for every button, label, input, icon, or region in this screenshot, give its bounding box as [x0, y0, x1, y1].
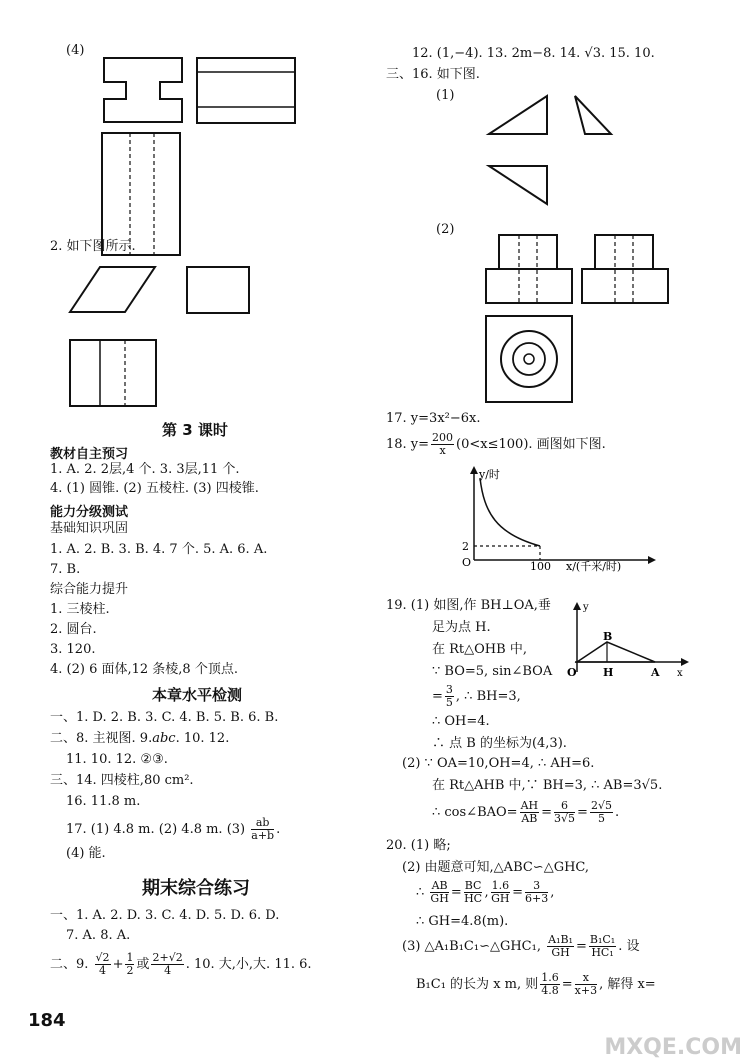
fig-b-label: B	[603, 630, 613, 643]
graph-tick-100: 100	[530, 560, 551, 573]
sub-label: (2)	[436, 222, 455, 237]
answer-line: = $\frac{3}{5}$ , ∴ BH=3,	[432, 683, 521, 709]
final-practice-title: 期末综合练习	[142, 878, 250, 899]
fig-y-label: y	[583, 602, 589, 613]
fig-h-label: H	[603, 666, 614, 679]
q2-text: 2. 如下图所示.	[50, 239, 136, 254]
answer-line: 三、16. 如下图.	[386, 67, 480, 82]
section-heading: 教材自主预习	[50, 447, 129, 462]
chapter-test-title: 本章水平检测	[152, 686, 243, 704]
fig-a-label: A	[651, 666, 660, 679]
answer-line: 18. y= $\frac{200}{x}$ (0<x≤100). 画图如下图.	[386, 431, 606, 457]
answer-line: 2. 圆台.	[50, 622, 97, 637]
answer-line: 足为点 H.	[432, 620, 491, 635]
fraction: $\frac{ab}{a+b}$	[251, 816, 275, 842]
sub-label: (1)	[436, 88, 455, 103]
graph-origin: O	[462, 556, 472, 569]
figure-16-2-views	[483, 232, 683, 407]
p4-label: (4)	[66, 43, 85, 58]
answer-line: ∴ 点 B 的坐标为(4,3).	[432, 736, 567, 751]
subsection-heading: 综合能力提升	[50, 582, 129, 597]
fig-o-label: O	[567, 666, 577, 679]
triangle-coordinate-figure	[565, 598, 690, 683]
answer-line: 1. A. 2. 2层,4 个. 3. 3层,11 个.	[50, 462, 240, 477]
answer-line: 4. (2) 6 面体,12 条棱,8 个顶点.	[50, 662, 238, 677]
answer-line: 7. B.	[50, 562, 81, 577]
answer-line: 三、14. 四棱柱,80 cm².	[50, 773, 194, 788]
answer-line: 11. 10. 12. ②③.	[66, 752, 168, 767]
answer-line: 在 Rt△AHB 中,∵ BH=3, ∴ AB=3√5.	[432, 778, 663, 793]
lesson-title: 第 3 课时	[162, 421, 228, 439]
page-number: 184	[28, 1010, 66, 1031]
subsection-heading: 基础知识巩固	[50, 521, 129, 536]
answer-line: (3) △A₁B₁C₁∽△GHC₁, $\frac{\text{A₁B₁}}{GH}$ = $\frac{\text{B₁C₁}}{\text{HC₁}}$ . 设	[402, 933, 640, 959]
answer-line: 一、1. D. 2. B. 3. C. 4. B. 5. B. 6. B.	[50, 710, 279, 725]
answer-line: 3. 120.	[50, 642, 96, 657]
answer-line: 16. 11.8 m.	[66, 794, 141, 809]
answer-line: 4. (1) 圆锥. (2) 五棱柱. (3) 四棱锥.	[50, 481, 259, 496]
answer-line: ∴ cos∠BAO= $\frac{AH}{AB}$ = $\frac{6}{3√5}$ = $\frac{2√5}{5}$ .	[432, 799, 620, 825]
graph-xlabel: x/(千米/时)	[566, 560, 622, 573]
answer-line: 7. A. 8. A.	[66, 928, 131, 943]
inverse-function-graph	[430, 462, 660, 577]
answer-line: B₁C₁ 的长为 x m, 则 $\frac{1.6}{4.8}$ = $\frac{x}{x+3}$ , 解得 x=	[416, 971, 656, 997]
answer-line: 1. 三棱柱.	[50, 602, 110, 617]
graph-ylabel: y/时	[479, 468, 500, 481]
answer-line: 在 Rt△OHB 中,	[432, 642, 527, 657]
answer-line: (4) 能.	[66, 846, 106, 861]
answer-line: ∴ $\frac{AB}{GH}$ = $\frac{BC}{HC}$ , $\frac{1.6}{GH}$ = $\frac{3}{6+3}$ ,	[416, 879, 555, 905]
answer-line: 12. (1,−4). 13. 2m−8. 14. √3. 15. 10.	[412, 46, 655, 61]
answer-line: 一、1. A. 2. D. 3. C. 4. D. 5. D. 6. D.	[50, 908, 280, 923]
answer-line: 二、9. $\frac{√2}{4}$ + $\frac{1}{2}$ 或 $\frac{2+√2}{4}$ . 10. 大,小,大. 11. 6.	[50, 951, 312, 977]
answer-line: 17. (1) 4.8 m. (2) 4.8 m. (3) $\frac{ab}{a+b}$ .	[66, 816, 281, 842]
answer-line: 20. (1) 略;	[386, 838, 451, 853]
answer-line: ∴ GH=4.8(m).	[416, 914, 509, 929]
answer-line: ∴ OH=4.	[432, 714, 490, 729]
answer-line: 二、8. 主视图. 9.abc. 10. 12.	[50, 731, 230, 746]
answer-line: ∵ BO=5, sin∠BOA	[432, 664, 553, 679]
answer-line: 19. (1) 如图,作 BH⊥OA,垂	[386, 598, 551, 613]
figure-4-views	[100, 55, 300, 260]
watermark: MXQE.COM	[604, 1035, 742, 1060]
answer-line: (2) ∵ OA=10,OH=4, ∴ AH=6.	[402, 756, 595, 771]
answer-line: (2) 由题意可知,△ABC∽△GHC,	[402, 860, 590, 875]
section-heading: 能力分级测试	[50, 505, 129, 520]
graph-tick-2: 2	[462, 540, 469, 553]
answer-line: 1. A. 2. B. 3. B. 4. 7 个. 5. A. 6. A.	[50, 542, 268, 557]
answer-line: 17. y=3x²−6x.	[386, 411, 481, 426]
fig-x-label: x	[677, 668, 683, 679]
figure-2-views	[68, 262, 258, 412]
figure-16-1-triangles	[485, 92, 625, 210]
